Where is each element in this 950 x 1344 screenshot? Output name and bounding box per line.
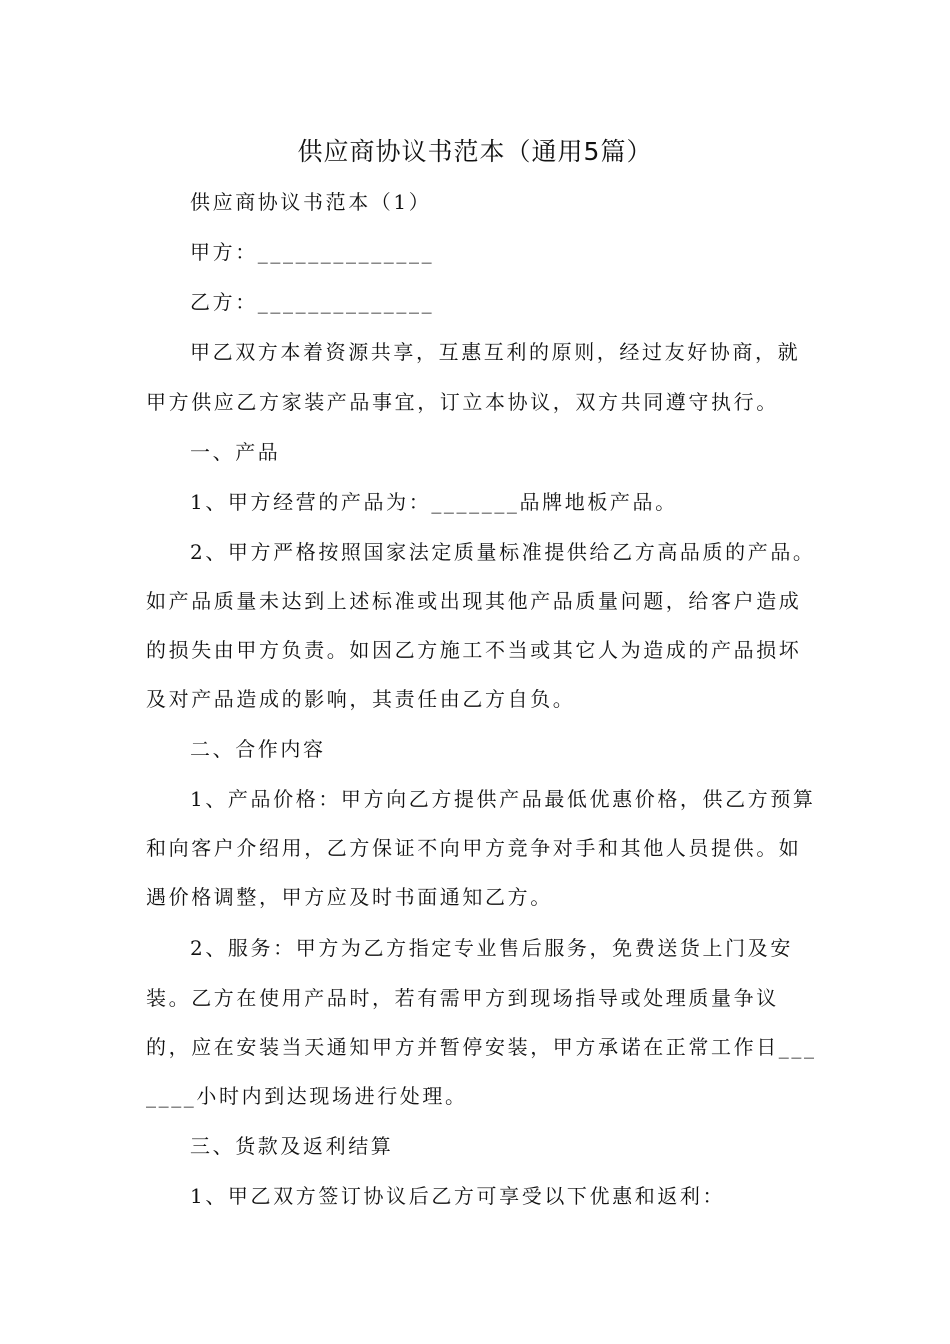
paragraph-line: 2、服务：甲方为乙方指定专业售后服务，免费送货上门及安 xyxy=(190,936,793,960)
paragraph-line: 的损失由甲方负责。如因乙方施工不当或其它人为造成的产品损坏 xyxy=(146,638,802,662)
paragraph-line: 1、甲方经营的产品为：_______品牌地板产品。 xyxy=(190,490,678,514)
document-title: 供应商协议书范本（通用5篇） xyxy=(297,137,653,166)
paragraph-line: 遇价格调整，甲方应及时书面通知乙方。 xyxy=(146,885,553,909)
section-heading: 三、货款及返利结算 xyxy=(190,1134,394,1158)
paragraph-line: 2、甲方严格按照国家法定质量标准提供给乙方高品质的产品。 xyxy=(190,540,816,564)
paragraph-line: 1、甲乙双方签订协议后乙方可享受以下优惠和返利： xyxy=(190,1184,726,1208)
paragraph-line: 如产品质量未达到上述标准或出现其他产品质量问题，给客户造成 xyxy=(146,589,802,613)
paragraph-line: 甲乙双方本着资源共享，互惠互利的原则，经过友好协商，就 xyxy=(190,340,801,364)
section-heading: 一、产品 xyxy=(190,440,281,464)
party-b-line: 乙方：______________ xyxy=(190,290,435,314)
party-a-line: 甲方：______________ xyxy=(190,240,435,264)
paragraph-line: 1、产品价格：甲方向乙方提供产品最低优惠价格，供乙方预算 xyxy=(190,787,816,811)
section-heading: 二、合作内容 xyxy=(190,737,326,761)
paragraph-line: 的，应在安装当天通知甲方并暂停安装，甲方承诺在正常工作日___ xyxy=(146,1035,817,1059)
paragraph-line: 装。乙方在使用产品时，若有需甲方到现场指导或处理质量争议 xyxy=(146,986,779,1010)
section-heading: 供应商协议书范本（1） xyxy=(190,190,432,214)
paragraph-line: ____小时内到达现场进行处理。 xyxy=(146,1084,468,1108)
paragraph-line: 及对产品造成的影响，其责任由乙方自负。 xyxy=(146,687,576,711)
paragraph-line: 和向客户介绍用，乙方保证不向甲方竞争对手和其他人员提供。如 xyxy=(146,836,802,860)
paragraph-line: 甲方供应乙方家装产品事宜，订立本协议，双方共同遵守执行。 xyxy=(146,390,779,414)
